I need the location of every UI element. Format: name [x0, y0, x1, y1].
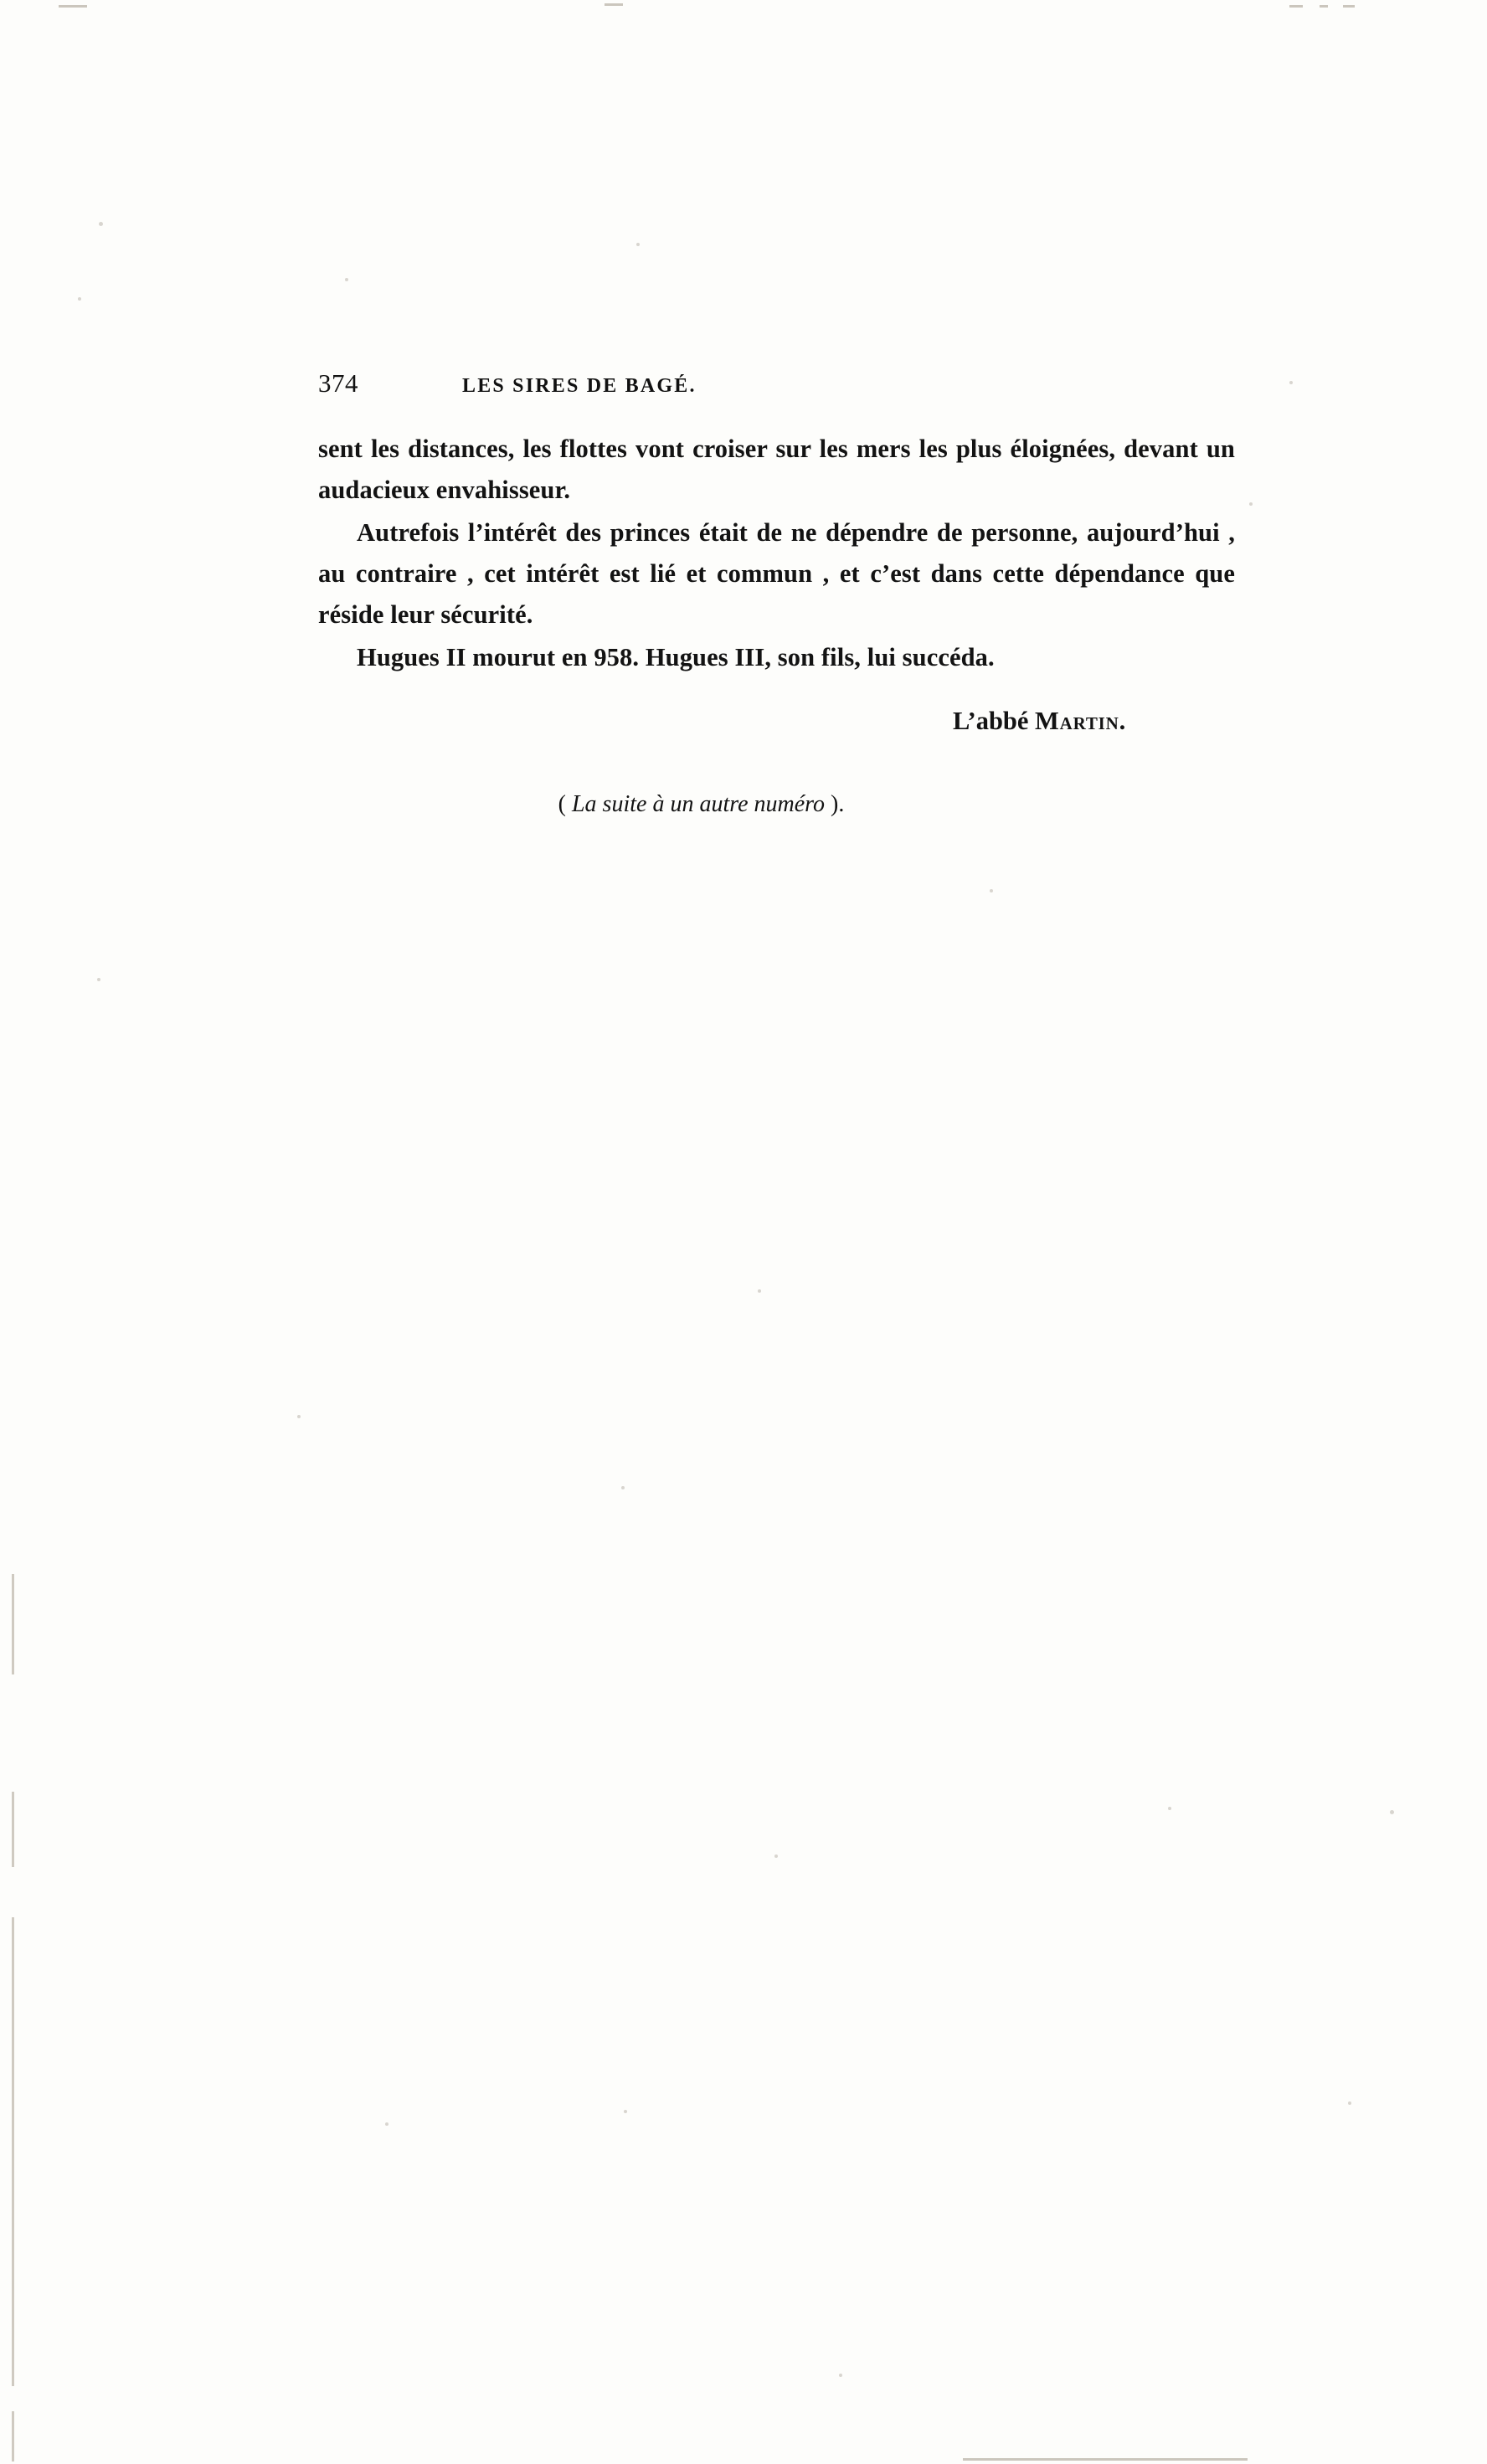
- scan-artifact-top-right-a: [1289, 5, 1303, 8]
- scan-speck: [636, 243, 640, 246]
- scan-speck: [624, 2110, 627, 2113]
- text-column: [318, 368, 1235, 818]
- continuation-close-paren: ).: [825, 791, 845, 817]
- scan-artifact-left-rule-d: [12, 2411, 14, 2461]
- scan-speck: [78, 297, 81, 301]
- scan-speck: [621, 1486, 625, 1489]
- scan-speck: [1168, 1807, 1171, 1810]
- paragraph: Hugues II mourut en 958. Hugues III, son fils, lui succéda.: [357, 643, 995, 671]
- scan-speck: [97, 978, 100, 981]
- scan-artifact-left-rule-b: [12, 1792, 14, 1867]
- paragraph: Autrefois l’intérêt des princes était de ne dépendre de personne, aujourd’hui , au contraire , cet intérêt est lié et commun , et c’est dans cette dépendance que réside leur sécurité.: [318, 518, 1235, 629]
- signature-name: Martin.: [1035, 707, 1126, 735]
- scan-speck: [774, 1854, 778, 1858]
- scan-speck: [990, 889, 993, 892]
- paragraph: sent les distances, les flottes vont croiser sur les mers les plus éloignées, devant un audacieux envahisseur.: [318, 435, 1235, 504]
- continuation-note: [318, 791, 1235, 818]
- scan-speck: [758, 1289, 761, 1293]
- scan-artifact-left-rule-a: [12, 1574, 14, 1674]
- scan-speck: [1249, 502, 1253, 506]
- scan-speck: [1390, 1810, 1394, 1814]
- scan-speck: [1289, 381, 1293, 384]
- scan-artifact-top-right-b: [1320, 5, 1328, 8]
- scan-artifact-top-mid: [605, 3, 623, 6]
- continuation-open-paren: (: [558, 791, 572, 817]
- running-head: [318, 368, 1235, 399]
- continuation-text: La suite à un autre numéro: [571, 791, 826, 817]
- scan-speck: [839, 2374, 842, 2377]
- scan-artifact-bottom: [963, 2458, 1248, 2461]
- page-number: 374: [318, 368, 358, 398]
- scan-speck: [1348, 2101, 1351, 2105]
- scan-artifact-top-right-c: [1343, 5, 1355, 8]
- signature-prefix: L’abbé: [953, 707, 1036, 735]
- signature: [318, 707, 1235, 736]
- scan-artifact-left-rule-c: [12, 1917, 14, 2386]
- scan-speck: [297, 1415, 301, 1418]
- scan-speck: [345, 278, 348, 281]
- running-head-title: LES SIRES DE BAGÉ.: [462, 375, 697, 397]
- scan-speck: [385, 2122, 388, 2126]
- scan-artifact-top-left: [59, 5, 87, 8]
- scan-speck: [99, 222, 103, 226]
